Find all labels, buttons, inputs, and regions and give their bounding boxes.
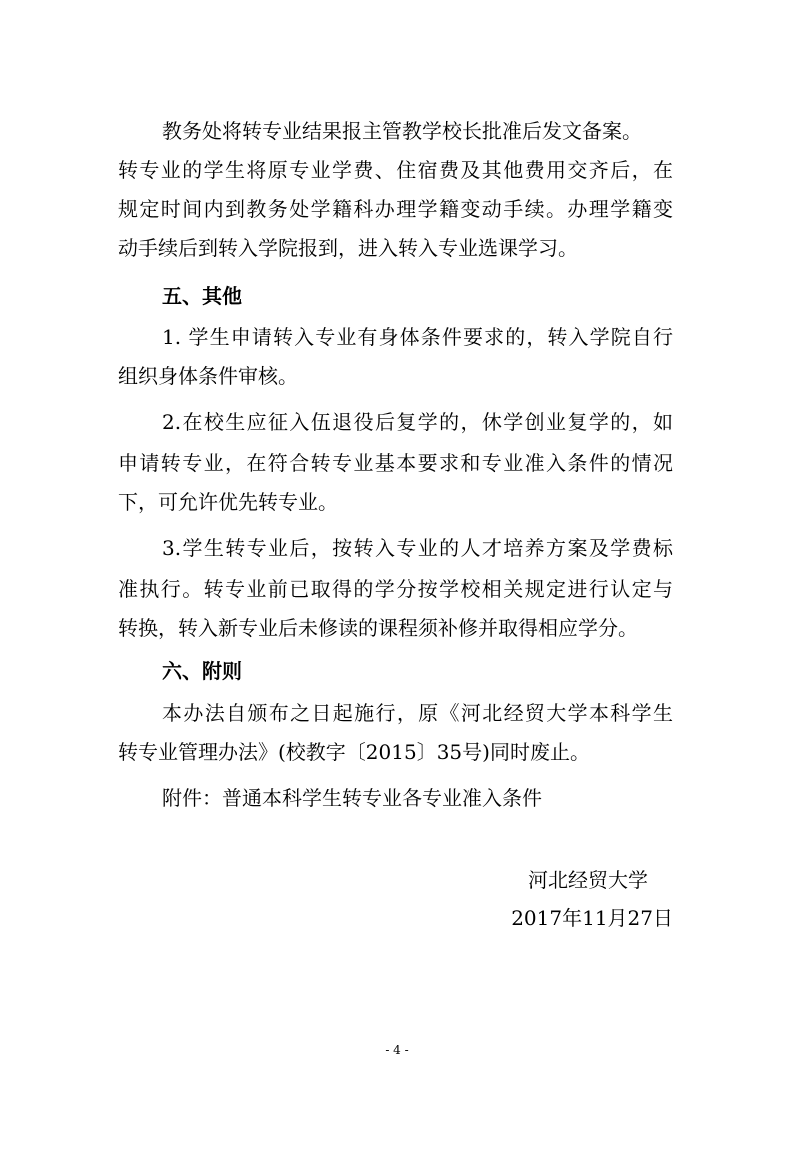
intro-line-1: 教务处将转专业结果报主管教学校长批准后发文备案。 [162, 119, 642, 143]
section5-item3-line2: 准执行。转专业前已取得的学分按学校相关规定进行认定与 [118, 577, 673, 601]
section5-item1-line2: 组织身体条件审核。 [118, 364, 298, 388]
intro-line-2: 转专业的学生将原专业学费、住宿费及其他费用交齐后，在 [118, 158, 673, 182]
section5-item3-line3: 转换，转入新专业后未修读的课程须补修并取得相应学分。 [118, 616, 638, 640]
section6-heading: 六、附则 [162, 659, 242, 683]
section5-item3-line1: 3.学生转专业后，按转入专业的人才培养方案及学费标 [162, 536, 673, 560]
attachment-note: 附件：普通本科学生转专业各专业准入条件 [162, 786, 542, 810]
page-number: - 4 - [385, 1043, 409, 1057]
section6-text-line1: 本办法自颁布之日起施行，原《河北经贸大学本科学生 [162, 701, 673, 725]
signature-date: 2017年11月27日 [511, 906, 673, 930]
section5-heading: 五、其他 [162, 284, 242, 308]
section6-text-line2: 转专业管理办法》(校教字〔2015〕35号)同时废止。 [118, 740, 590, 764]
section5-item1-line1: 1. 学生申请转入专业有身体条件要求的，转入学院自行 [162, 325, 673, 349]
intro-line-4: 动手续后到转入学院报到，进入转入专业选课学习。 [118, 236, 578, 260]
section5-item2-line1: 2.在校生应征入伍退役后复学的，休学创业复学的，如 [162, 410, 673, 434]
section5-item2-line2: 申请转专业，在符合转专业基本要求和专业准入条件的情况 [118, 451, 673, 475]
section5-item2-line3: 下，可允许优先转专业。 [118, 490, 338, 514]
intro-line-3: 规定时间内到教务处学籍科办理学籍变动手续。办理学籍变 [118, 197, 673, 221]
signature-org: 河北经贸大学 [528, 868, 648, 892]
